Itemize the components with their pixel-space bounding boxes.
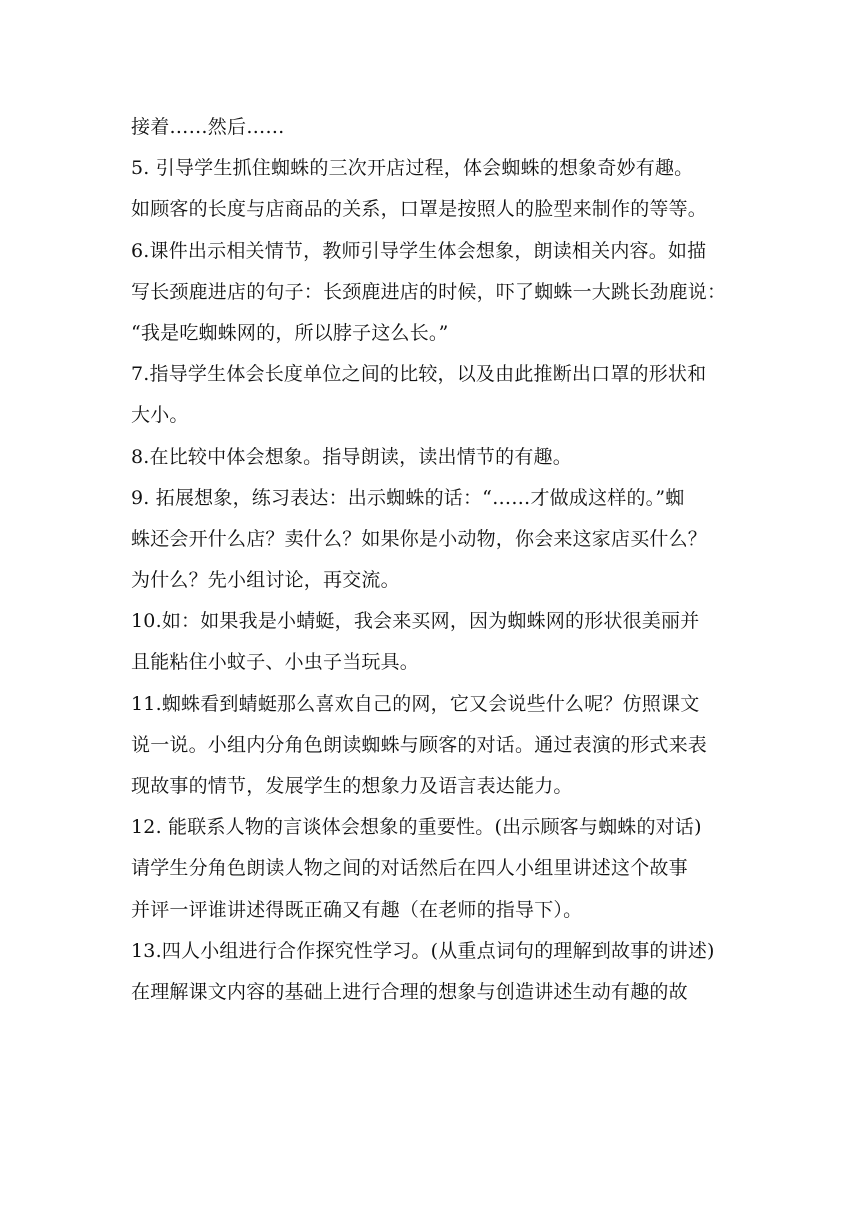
text-line: 10.如：如果我是小蜻蜓，我会来买网，因为蜘蛛网的形状很美丽并: [131, 610, 700, 633]
text-line: 12. 能联系人物的言谈体会想象的重要性。(出示顾客与蜘蛛的对话): [131, 816, 702, 839]
text-line: 且能粘住小蚊子、小虫子当玩具。: [131, 651, 420, 674]
text-line: 8.在比较中体会想象。指导朗读，读出情节的有趣。: [131, 445, 572, 468]
text-line: 在理解课文内容的基础上进行合理的想象与创造讲述生动有趣的故: [131, 980, 688, 1003]
text-line: 蛛还会开什么店？卖什么？如果你是小动物，你会来这家店买什么？: [131, 527, 708, 550]
text-line: 接着……然后……: [131, 116, 285, 138]
text-line: 说一说。小组内分角色朗读蜘蛛与顾客的对话。通过表演的形式来表: [131, 733, 708, 756]
text-line: 13.四人小组进行合作探究性学习。(从重点词句的理解到故事的讲述): [131, 939, 715, 962]
text-line: 写长颈鹿进店的句子：长颈鹿进店的时候，吓了蜘蛛一大跳长劲鹿说：: [131, 280, 727, 303]
text-line: “我是吃蜘蛛网的，所以脖子这么长。”: [131, 321, 449, 344]
document-body: [131, 107, 731, 1013]
text-line: 为什么？先小组讨论，再交流。: [131, 569, 400, 592]
text-line: 7.指导学生体会长度单位之间的比较，以及由此推断出口罩的形状和: [131, 363, 707, 386]
text-line: 现故事的情节，发展学生的想象力及语言表达能力。: [131, 775, 573, 797]
text-line: 大小。: [131, 404, 189, 427]
text-line: 9. 拓展想象，练习表达：出示蜘蛛的话：“……才做成这样的。”蜘: [131, 486, 685, 509]
text-line: 5. 引导学生抓住蜘蛛的三次开店过程，体会蜘蛛的想象奇妙有趣。: [131, 157, 694, 180]
text-line: 如顾客的长度与店商品的关系，口罩是按照人的脸型来制作的等等。: [131, 198, 708, 221]
text-line: 6.课件出示相关情节，教师引导学生体会想象，朗读相关内容。如描: [131, 239, 707, 262]
text-line: 并评一评谁讲述得既正确又有趣（在老师的指导下）。: [131, 898, 583, 921]
text-line: 请学生分角色朗读人物之间的对话然后在四人小组里讲述这个故事: [131, 857, 688, 880]
text-line: 11.蜘蛛看到蜻蜓那么喜欢自己的网，它又会说些什么呢？仿照课文: [131, 692, 700, 715]
